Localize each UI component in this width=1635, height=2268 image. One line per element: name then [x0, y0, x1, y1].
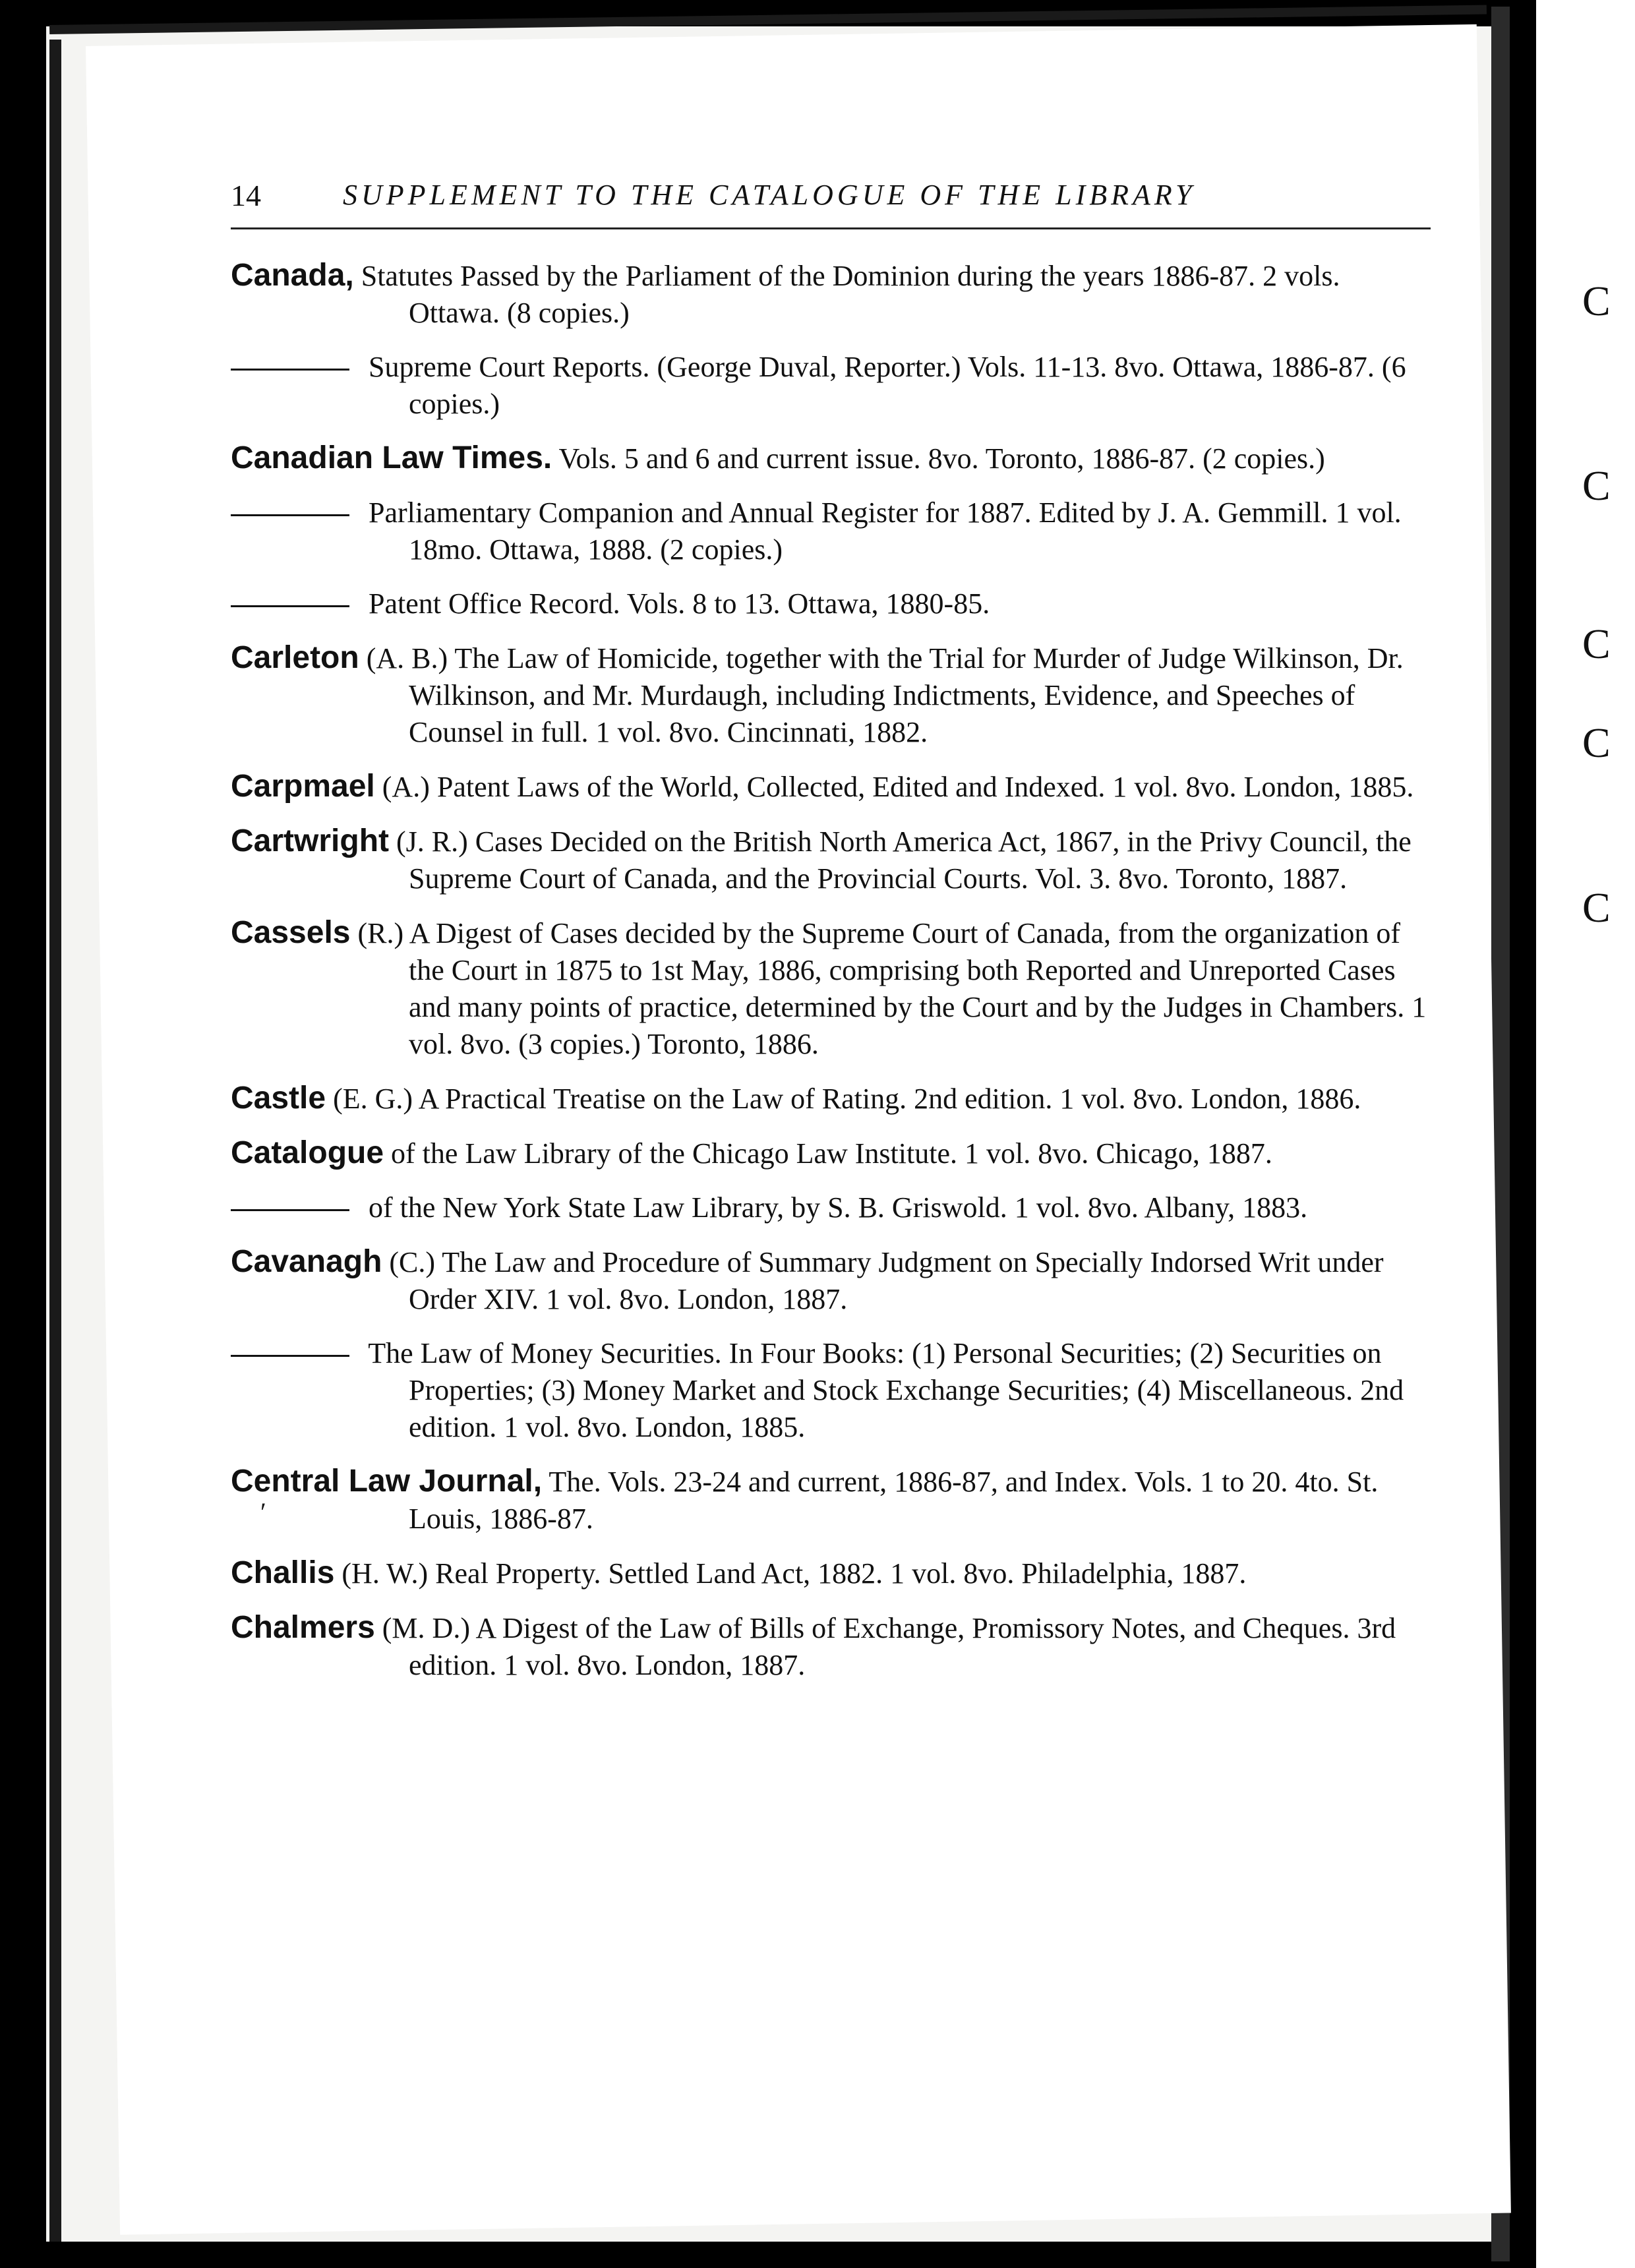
entry-text: Parliamentary Companion and Annual Register for 1887. Edited by J. A. Gemmill. 1 vol. 18mo. Ottawa, 1888. (2 copies.)	[369, 496, 1402, 566]
facing-page-glyph: C	[1582, 278, 1611, 324]
catalogue-entry	[231, 823, 1431, 897]
catalogue-sub-entry	[231, 585, 1431, 622]
page-header	[231, 165, 1431, 218]
catalogue-sub-entry	[231, 349, 1431, 423]
page-left-edge	[49, 40, 61, 2242]
ditto-dash	[231, 1355, 349, 1357]
catalogue-entry	[231, 914, 1431, 1063]
catalogue-entry	[231, 440, 1431, 477]
catalogue-sub-entry	[231, 494, 1431, 568]
entry-text: of the Law Library of the Chicago Law Institute. 1 vol. 8vo. Chicago, 1887.	[391, 1137, 1272, 1170]
catalogue-entry	[231, 257, 1431, 332]
facing-page-glyph: C	[1582, 462, 1611, 509]
entry-text: of the New York State Law Library, by S. B. Griswold. 1 vol. 8vo. Albany, 1883.	[369, 1191, 1308, 1224]
entry-text: (M. D.) A Digest of the Law of Bills of Exchange, Promissory Notes, and Cheques. 3rd edition. 1 vol. 8vo. London, 1887.	[382, 1612, 1396, 1681]
facing-page-glyph: C	[1582, 620, 1611, 667]
ditto-dash	[231, 605, 349, 607]
margin-tick-mark: ′	[260, 1497, 266, 1527]
catalogue-entry	[231, 1243, 1431, 1318]
entry-text: Supreme Court Reports. (George Duval, Reporter.) Vols. 11-13. 8vo. Ottawa, 1886-87. (6 copies.)	[369, 351, 1406, 420]
entry-text: (A. B.) The Law of Homicide, together with the Trial for Murder of Judge Wilkinson, Dr. Wilkinson, and Mr. Murdaugh, including Indictments, Evidence, and Speeches of Counsel in full. 1 vol. 8vo. Cincinnati, 1882.	[366, 642, 1404, 748]
entry-heading: Canada,	[231, 258, 354, 293]
running-title: SUPPLEMENT TO THE CATALOGUE OF THE LIBRARY	[343, 179, 1196, 211]
entry-text: Patent Office Record. Vols. 8 to 13. Ottawa, 1880-85.	[369, 587, 990, 620]
entry-text: (E. G.) A Practical Treatise on the Law of Rating. 2nd edition. 1 vol. 8vo. London, 1886.	[333, 1083, 1361, 1115]
entry-heading: Canadian Law Times.	[231, 440, 552, 475]
entry-heading: Carleton	[231, 640, 359, 675]
entry-heading: Challis	[231, 1555, 335, 1590]
catalogue-entry	[231, 1135, 1431, 1172]
catalogue-entry	[231, 1609, 1431, 1684]
facing-page-glyph: C	[1582, 719, 1611, 766]
facing-page-fragment	[1536, 0, 1635, 2268]
ditto-dash	[231, 369, 349, 371]
entry-text: (C.) The Law and Procedure of Summary Judgment on Specially Indorsed Writ under Order XIV. 1 vol. 8vo. London, 1887.	[389, 1246, 1384, 1315]
entry-heading: Central Law Journal,	[231, 1464, 543, 1499]
entry-text: The Law of Money Securities. In Four Books: (1) Personal Securities; (2) Securities on Properties; (3) Money Market and Stock Exchange Securities; (4) Miscellaneous. 2nd edition. 1 vol. 8vo. London, 1885.	[368, 1337, 1404, 1443]
entry-text: (A.) Patent Laws of the World, Collected, Edited and Indexed. 1 vol. 8vo. London, 1885.	[382, 771, 1414, 803]
catalogue-entry	[231, 640, 1431, 751]
catalogue-entry	[231, 1555, 1431, 1592]
catalogue-sub-entry	[231, 1335, 1431, 1446]
catalogue-entries	[231, 257, 1431, 1701]
entry-text: Statutes Passed by the Parliament of the Dominion during the years 1886-87. 2 vols. Ottawa. (8 copies.)	[361, 260, 1340, 329]
entry-text: (H. W.) Real Property. Settled Land Act, 1882. 1 vol. 8vo. Philadelphia, 1887.	[342, 1557, 1247, 1590]
entry-heading: Carpmael	[231, 769, 375, 804]
catalogue-entry	[231, 1080, 1431, 1118]
ditto-dash	[231, 1209, 349, 1211]
ditto-dash	[231, 514, 349, 516]
entry-heading: Catalogue	[231, 1135, 384, 1170]
entry-text: (R.) A Digest of Cases decided by the Supreme Court of Canada, from the organization of the Court in 1875 to 1st May, 1886, comprising both Reported and Unreported Cases and many points of practice, determined by the Court and by the Judges in Chambers. 1 vol. 8vo. (3 copies.) Toronto, 1886.	[357, 917, 1427, 1060]
catalogue-sub-entry	[231, 1189, 1431, 1226]
facing-page-glyph: C	[1582, 884, 1611, 931]
entry-heading: Cavanagh	[231, 1244, 382, 1279]
entry-heading: Chalmers	[231, 1610, 375, 1645]
header-rule	[231, 227, 1431, 229]
entry-heading: Castle	[231, 1081, 326, 1116]
entry-heading: Cassels	[231, 915, 351, 950]
entry-text: Vols. 5 and 6 and current issue. 8vo. Toronto, 1886-87. (2 copies.)	[558, 442, 1325, 475]
page-number: 14	[231, 179, 261, 212]
catalogue-entry	[231, 768, 1431, 806]
entry-heading: Cartwright	[231, 823, 389, 858]
entry-text: (J. R.) Cases Decided on the British North America Act, 1867, in the Privy Council, the Supreme Court of Canada, and the Provincial Courts. Vol. 3. 8vo. Toronto, 1887.	[396, 825, 1412, 895]
catalogue-entry	[231, 1463, 1431, 1537]
entry-text: The. Vols. 23-24 and current, 1886-87, and Index. Vols. 1 to 20. 4to. St. Louis, 1886-87.	[409, 1466, 1379, 1535]
